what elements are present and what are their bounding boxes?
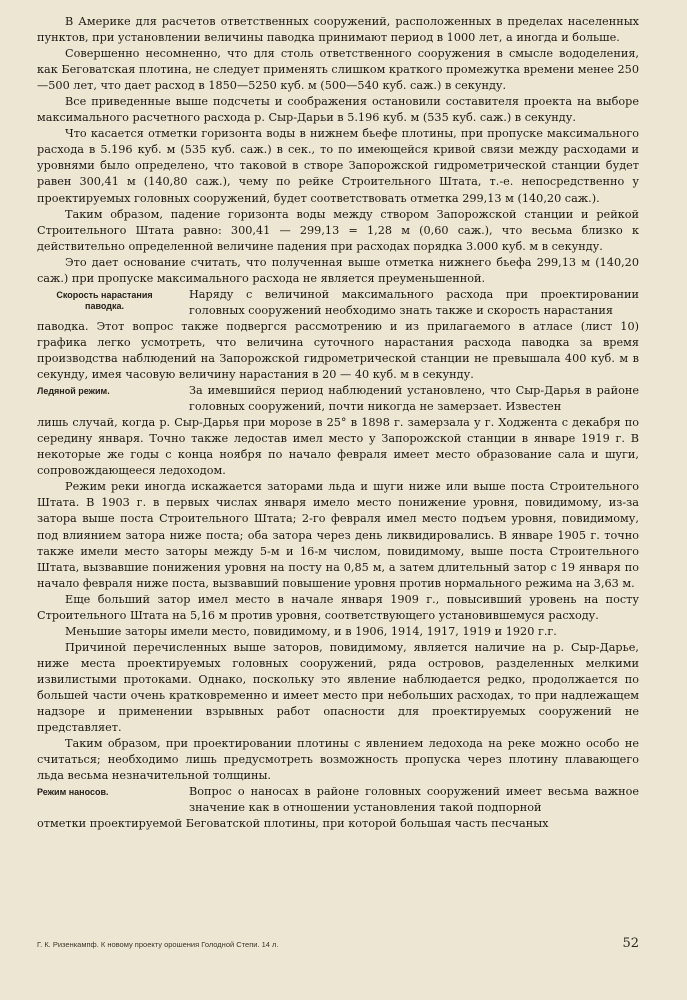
section-sediment-lead: Вопрос о наносах в районе головных сооружений имеет весьма важное значение как в отношении установления такой подпорной <box>189 785 639 815</box>
paragraph-ice-4: Причиной перечисленных выше заторов, повидимому, является наличие на р. Сыр-Дарье, ниже места проектируемых головных сооружений, ряда островов, разделенных мелкими извилистыми протоками. Однако, поскольку это явление наблюдается редко, продолжается по большей части очень кратковременно и имеет место при небольших расходах, то при надлежащем надзоре и применении взрывных работ опасности для проектируемых сооружений не представляет. <box>37 640 639 735</box>
section-sediment-body: отметки проектируемой Беговатской плотины, при которой большая часть песчаных <box>37 817 549 831</box>
margin-note-flood-rise: Скорость нарастания паводка. <box>56 289 153 311</box>
paragraph-ice-3: Меньшие заторы имели место, повидимому, и в 1906, 1914, 1917, 1919 и 1920 г.г. <box>65 624 557 638</box>
section-sediment-regime <box>37 784 639 816</box>
paragraph-2: Совершенно несомненно, что для столь ответственного сооружения в смысле вододеления, как Беговатская плотина, не следует применять слишком краткого промежутка времени менее 250—500 лет, что дает расход в 1850—5250 куб. м (500—540 куб. саж.) в секунду. <box>37 47 639 93</box>
paragraph-6: Это дает основание считать, что полученная выше отметка нижнего бьефа 299,13 м (140,20 саж.) при пропуске максимального расхода не является преуменьшенной. <box>37 255 639 285</box>
paragraph-ice-5: Таким образом, при проектировании плотины с явлением ледохода на реке можно особо не считаться; необходимо лишь предусмотреть возможность пропуска через плотину плавающего льда весьма незначительной толщины. <box>37 737 639 783</box>
footer-credit: Г. К. Ризенкампф. К новому проекту орошения Голодной Степи. 14 л. <box>37 940 279 949</box>
section-ice-body: лишь случай, когда р. Сыр-Дарья при морозе в 25° в 1898 г. замерзала у г. Ходжента с декабря по середину января. Точно также ледостав имел место у Запорожской станции в январе 1919 г. В некоторые же годы с конца ноября по начало февраля имеет место образование сала и шуги, сопровождающееся ледоходом. <box>37 416 639 478</box>
page-footer <box>37 936 639 951</box>
body-text <box>37 14 639 832</box>
paragraph-ice-2: Еще больший затор имел место в начале января 1909 г., повысивший уровень на посту Строительного Штата на 5,16 м против уровня, соответствующего установившемуся расходу. <box>37 592 639 622</box>
page-number: 52 <box>622 936 639 951</box>
paragraph-5: Таким образом, падение горизонта воды между створом Запорожской станции и рейкой Строительного Штата равно: 300,41 — 299,13 = 1,28 м (0,60 саж.), что весьма близко к действительно определенной величине падения при расходах порядка 3.000 куб. м в секунду. <box>37 207 639 253</box>
section-flood-lead: Наряду с величиной максимального расхода при проектировании головных сооружений необходимо знать также и скорость нарастания <box>189 287 639 317</box>
section-ice-regime <box>37 383 639 415</box>
section-flood-body: паводка. Этот вопрос также подвергся рассмотрению и из прилагаемого в атласе (лист 10) графика легко усмотреть, что величина суточного нарастания расхода паводка за время производства наблюдений на Запорожской гидрометрической станции не превышала 400 куб. м в секунду, имея часовую величину нарастания в 20 — 40 куб. м в секунду. <box>37 319 639 382</box>
paragraph-1: В Америке для расчетов ответственных сооружений, расположенных в пределах населенных пунктов, при установлении величины паводка принимают период в 1000 лет, а иногда и больше. <box>37 15 639 45</box>
paragraph-4: Что касается отметки горизонта воды в нижнем бьефе плотины, при пропуске максимального расхода в 5.196 куб. м (535 куб. саж.) в сек., то по имеющейся кривой связи между расходами и уровнями было определено, что таковой в створе Запорожской гидрометрической станции будет равен 300,41 м (140,80 саж.), чему по рейке Строительного Штата, т.-е. непосредственно у проектируемых головных сооружений, будет соответствовать отметка 299,13 м (140,20 саж.). <box>37 127 639 205</box>
margin-note-sediment-regime: Режим наносов. <box>37 787 109 798</box>
paragraph-3: Все приведенные выше подсчеты и соображения остановили составителя проекта на выборе максимального расчетного расхода р. Сыр-Дарьи в 5.196 куб. м (535 куб. саж.) в секунду. <box>37 95 639 125</box>
section-ice-lead: За имевшийся период наблюдений установлено, что Сыр-Дарья в районе головных сооружений, почти никогда не замерзает. Известен <box>189 384 639 414</box>
margin-note-ice-regime: Ледяной режим. <box>37 386 110 397</box>
paragraph-ice-1: Режим реки иногда искажается заторами льда и шуги ниже или выше поста Строительного Штата. В 1903 г. в первых числах января имело место понижение уровня, повидимому, из-за затора выше поста Строительного Штата; 2-го февраля имел место подъем уровня, повидимому, под влиянием затора ниже поста; оба затора через день ликвидировались. В январе 1905 г. точно также имели место заторы между 5-м и 16-м числом, повидимому, выше поста Строительного Штата, вызвавшие понижения уровня на посту на 0,85 м, а затем длительный затор с 19 января по начало февраля ниже поста, вызвавший повышение уровня против нормального режима на 3,63 м. <box>37 480 639 590</box>
section-flood-rise <box>37 287 639 319</box>
